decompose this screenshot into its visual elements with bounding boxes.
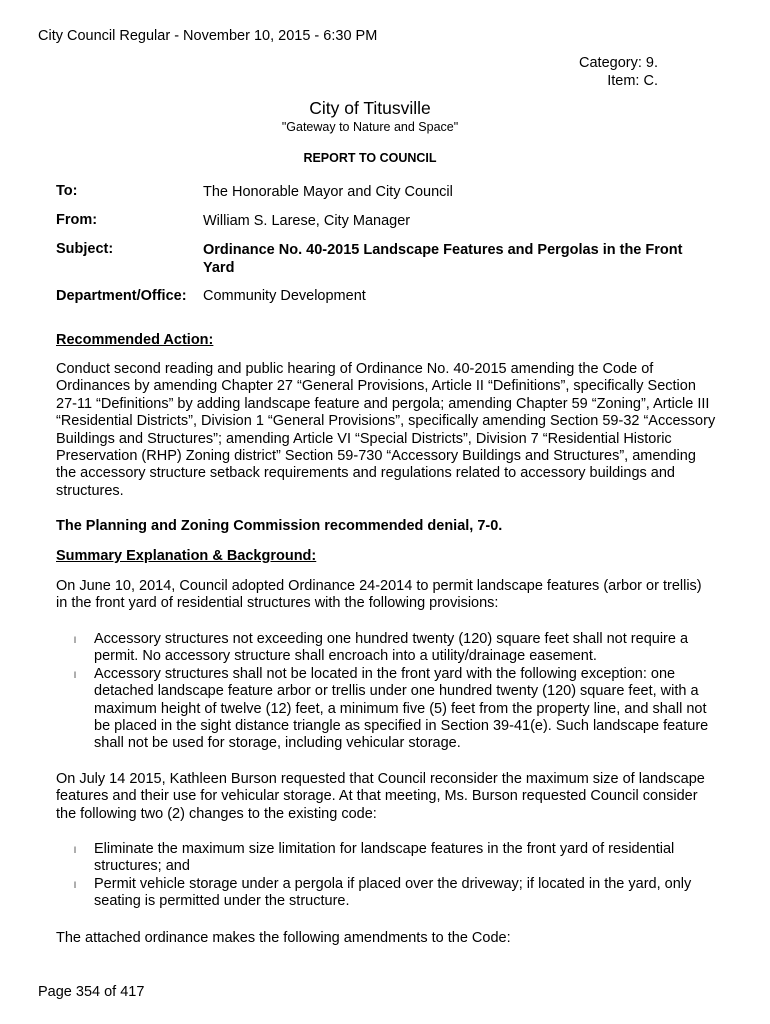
- recommended-text: Conduct second reading and public hearing of Ordinance No. 40-2015 amending the Code of Ordinances by amending Chapter 27 “General Provisions, Article II “Definitions”, specifically Section 27-11 “Definitions” by adding landscape feature and pergola; amending Chapter 59 “Zoning”, Article III “Residential Districts”, Division 1 “General Provisions”, specifically amending Section 59-32 “Accessory Buildings and Structures”; amending Article VI “Special Districts”, Division 7 “Residential Historic Preservation (RHP) Zoning district” Section 59-730 “Accessory Buildings and Structures”, amending the accessory structure setback requirements and regulations related to accessory buildings and structures.: [56, 361, 716, 499]
- meeting-header: City Council Regular - November 10, 2015 - 6:30 PM: [38, 28, 378, 44]
- item-label: Item: C.: [607, 73, 658, 89]
- to-label: To:: [56, 183, 78, 199]
- list-item: l Accessory structures not exceeding one hundred twenty (120) square feet shall not require a permit. No accessory structure shall encroach into a utility/drainage easement.: [74, 631, 689, 665]
- july-paragraph: On July 14 2015, Kathleen Burson requested that Council reconsider the maximum size of landscape features and their use for vehicular storage. At that meeting, Ms. Burson requested Council consider the following two (2) changes to the existing code:: [56, 771, 705, 822]
- from-value: William S. Larese, City Manager: [203, 213, 411, 229]
- bullet-icon: l: [74, 845, 76, 855]
- subject-value: Ordinance No. 40-2015 Landscape Features and Pergolas in the Front Yard: [203, 242, 683, 276]
- city-title: City of Titusville: [309, 98, 431, 118]
- planning-statement: The Planning and Zoning Commission recommended denial, 7-0.: [56, 518, 503, 534]
- report-title: REPORT TO COUNCIL: [303, 151, 437, 165]
- summary-heading: Summary Explanation & Background:: [56, 548, 317, 564]
- category-label: Category: 9.: [579, 55, 658, 71]
- from-label: From:: [56, 212, 98, 228]
- page-number: Page 354 of 417: [38, 984, 145, 1000]
- city-motto: "Gateway to Nature and Space": [281, 120, 459, 134]
- provisions-list: [74, 631, 714, 753]
- closing-paragraph: The attached ordinance makes the following amendments to the Code:: [56, 930, 511, 946]
- bullet-icon: l: [74, 635, 76, 645]
- list-item: l Accessory structures shall not be located in the front yard with the following exception: one detached landscape feature arbor or trellis under one hundred twenty (120) square feet, with a maximum height of twelve (12) feet, a minimum five (5) feet from the property line, and shall not be placed in the sight distance triangle as specified in Section 39-41(e). Such landscape feature shall not be used for storage, including vehicular storage.: [74, 665, 709, 752]
- requested-changes-list: [74, 841, 714, 911]
- department-label: Department/Office:: [56, 288, 187, 304]
- recommended-heading: Recommended Action:: [56, 332, 214, 348]
- category-block: [579, 54, 658, 90]
- list-item: l Permit vehicle storage under a pergola if placed over the driveway; if located in the yard, only seating is permitted under the structure.: [74, 875, 692, 910]
- subject-label: Subject:: [56, 241, 114, 257]
- department-row: [56, 288, 366, 304]
- bullet-icon: l: [74, 879, 76, 890]
- department-value: Community Development: [203, 288, 366, 304]
- summary-intro: On June 10, 2014, Council adopted Ordinance 24-2014 to permit landscape features (arbor or trellis) in the front yard of residential structures with the following provisions:: [56, 578, 702, 612]
- to-value: The Honorable Mayor and City Council: [203, 184, 453, 200]
- bullet-icon: l: [74, 669, 76, 680]
- list-item: l Eliminate the maximum size limitation for landscape features in the front yard of residential structures; and: [74, 841, 675, 875]
